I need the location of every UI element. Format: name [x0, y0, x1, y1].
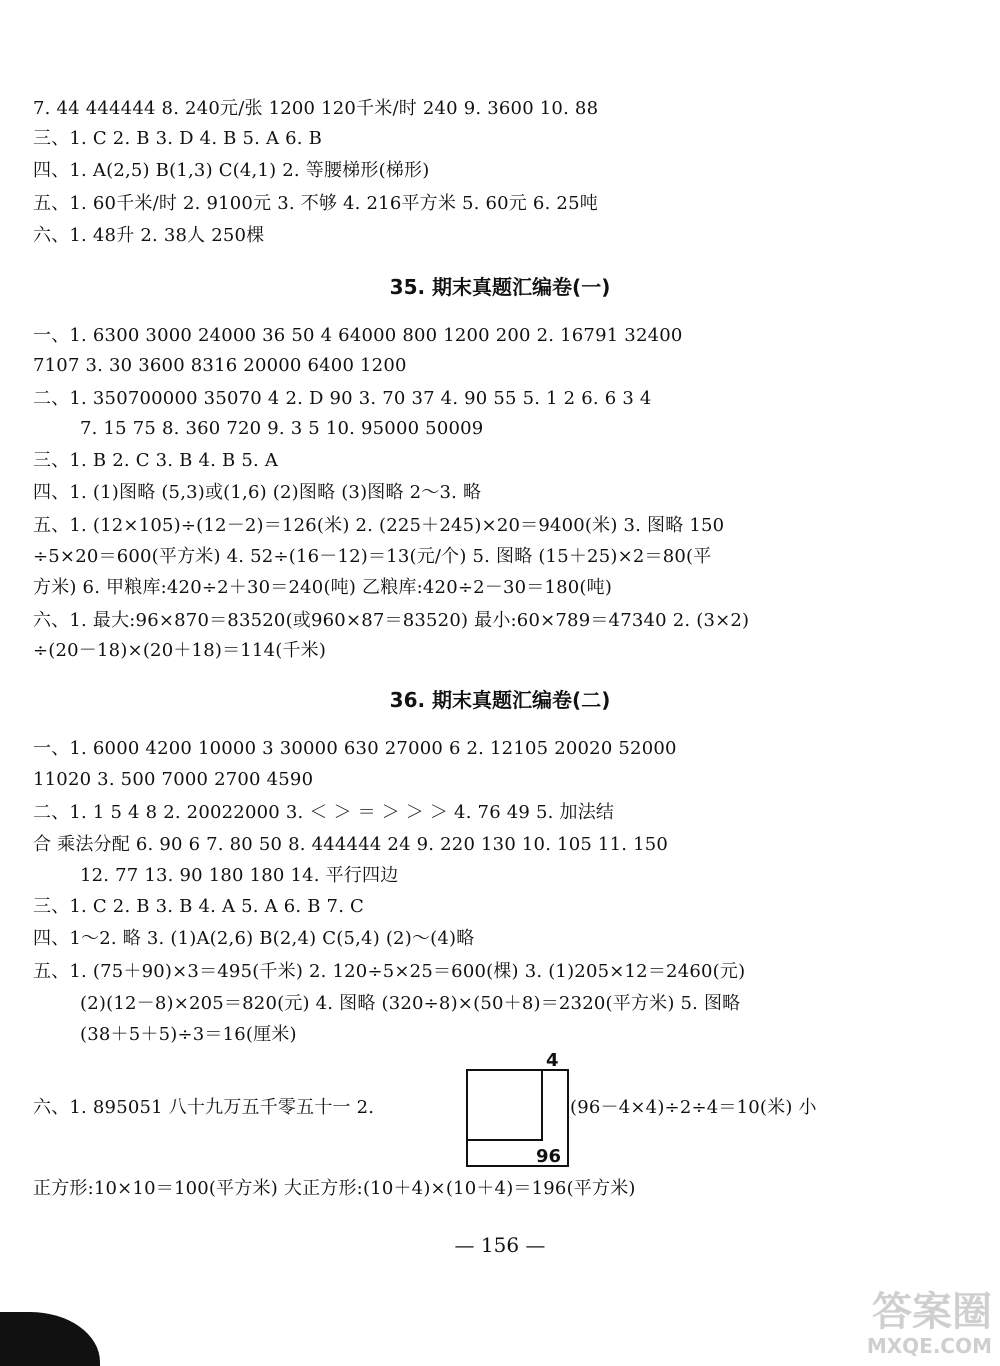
- answer-line: 二、1. 1 5 4 8 2. 20022000 3. ＜ ＞ ＝ ＞ ＞ ＞ 4. 76 49 5. 加法结: [33, 802, 615, 823]
- answer-line: 三、1. B 2. C 3. B 4. B 5. A: [33, 450, 279, 471]
- watermark-title: 答案圈: [872, 1289, 992, 1335]
- answer-line: 六、1. 48升 2. 38人 250棵: [33, 225, 265, 246]
- answer-line: 正方形:10×10＝100(平方米) 大正方形:(10＋4)×(10＋4)＝196(平方米): [33, 1178, 636, 1199]
- answer-line: (96－4×4)÷2÷4＝10(米) 小: [570, 1097, 817, 1118]
- answer-line: 五、1. (12×105)÷(12－2)＝126(米) 2. (225＋245)×20＝9400(米) 3. 图略 150: [33, 515, 725, 536]
- answer-line: 11020 3. 500 7000 2700 4590: [33, 769, 314, 790]
- answer-line: 六、1. 最大:96×870＝83520(或960×87＝83520) 最小:60×789＝47340 2. (3×2): [33, 610, 750, 631]
- answer-line: 7. 44 444444 8. 240元/张 1200 120千米/时 240 9. 3600 10. 88: [33, 98, 599, 119]
- answer-line: 二、1. 350700000 35070 4 2. D 90 3. 70 37 4. 90 55 5. 1 2 6. 6 3 4: [33, 388, 652, 409]
- section-title-35: 35. 期末真题汇编卷(一): [389, 275, 611, 299]
- rectangle-diagram: [466, 1050, 570, 1168]
- answer-line: 五、1. (75＋90)×3＝495(千米) 2. 120÷5×25＝600(棵) 3. (1)205×12＝2460(元): [33, 961, 746, 982]
- page-number: — 156 —: [454, 1233, 546, 1257]
- answer-line: 一、1. 6000 4200 10000 3 30000 630 27000 6 2. 12105 20020 52000: [33, 738, 677, 759]
- answer-line: 五、1. 60千米/时 2. 9100元 3. 不够 4. 216平方米 5. 60元 6. 25吨: [33, 193, 598, 214]
- answer-line: 7107 3. 30 3600 8316 20000 6400 1200: [33, 355, 407, 376]
- answer-line: 12. 77 13. 90 180 180 14. 平行四边: [80, 865, 399, 886]
- answer-line: 合 乘法分配 6. 90 6 7. 80 50 8. 444444 24 9. 220 130 10. 105 11. 150: [33, 834, 669, 855]
- answer-line: ÷5×20＝600(平方米) 4. 52÷(16－12)＝13(元/个) 5. 图略 (15＋25)×2＝80(平: [33, 546, 712, 567]
- answer-line: (2)(12－8)×205＝820(元) 4. 图略 (320÷8)×(50＋8)＝2320(平方米) 5. 图略: [80, 993, 741, 1014]
- answer-line: 四、1. A(2,5) B(1,3) C(4,1) 2. 等腰梯形(梯形): [33, 160, 430, 181]
- answer-line: 7. 15 75 8. 360 720 9. 3 5 10. 95000 50009: [80, 418, 484, 439]
- answer-line: 六、1. 895051 八十九万五千零五十一 2.: [33, 1097, 375, 1118]
- answer-line: ÷(20－18)×(20＋18)＝114(千米): [33, 640, 327, 661]
- diagram-label-bottom: 96: [536, 1146, 562, 1167]
- answer-line: 四、1～2. 略 3. (1)A(2,6) B(2,4) C(5,4) (2)～(4)略: [33, 928, 475, 949]
- watermark-url: MXQE.COM: [866, 1334, 992, 1358]
- answer-line: 四、1. (1)图略 (5,3)或(1,6) (2)图略 (3)图略 2～3. 略: [33, 482, 482, 503]
- answer-line: 三、1. C 2. B 3. D 4. B 5. A 6. B: [33, 128, 323, 149]
- answer-line: (38＋5＋5)÷3＝16(厘米): [80, 1024, 297, 1045]
- answer-line: 三、1. C 2. B 3. B 4. A 5. A 6. B 7. C: [33, 896, 365, 917]
- answer-line: 一、1. 6300 3000 24000 36 50 4 64000 800 1200 200 2. 16791 32400: [33, 325, 683, 346]
- section-title-36: 36. 期末真题汇编卷(二): [389, 688, 611, 712]
- watermark-logo: [832, 1290, 992, 1362]
- diagram-label-top: 4: [546, 1050, 559, 1071]
- scan-shadow: [0, 1312, 100, 1366]
- answer-line: 方米) 6. 甲粮库:420÷2＋30＝240(吨) 乙粮库:420÷2－30＝180(吨): [33, 577, 613, 598]
